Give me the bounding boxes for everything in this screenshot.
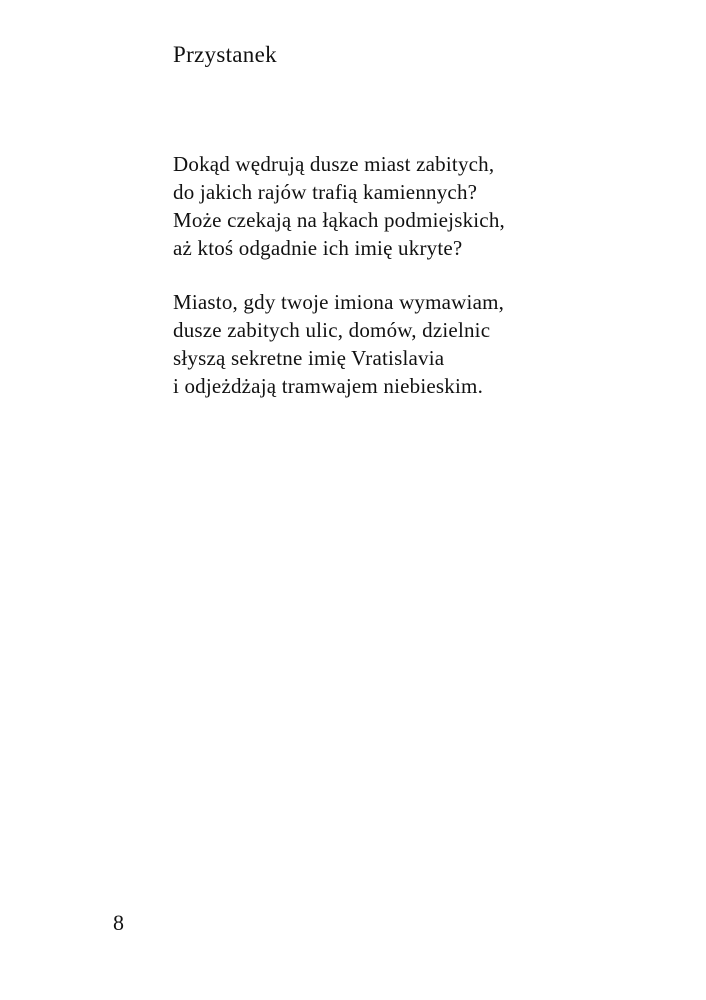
poem-line: do jakich rajów trafią kamiennych? bbox=[173, 180, 478, 204]
page-number: 8 bbox=[113, 910, 124, 935]
poem-line: Miasto, gdy twoje imiona wymawiam, bbox=[173, 290, 505, 314]
poem-line: i odjeżdżają tramwajem niebieskim. bbox=[173, 374, 484, 398]
stanza-2 bbox=[173, 288, 505, 400]
poem-title: Przystanek bbox=[173, 42, 277, 67]
stanza-1 bbox=[173, 150, 505, 262]
poem-body bbox=[173, 150, 505, 426]
poem-line: Dokąd wędrują dusze miast zabitych, bbox=[173, 152, 495, 176]
poem-line: Może czekają na łąkach podmiejskich, bbox=[173, 208, 505, 232]
poem-line: słyszą sekretne imię Vratislavia bbox=[173, 346, 445, 370]
poem-line: dusze zabitych ulic, domów, dzielnic bbox=[173, 318, 491, 342]
poem-line: aż ktoś odgadnie ich imię ukryte? bbox=[173, 236, 463, 260]
